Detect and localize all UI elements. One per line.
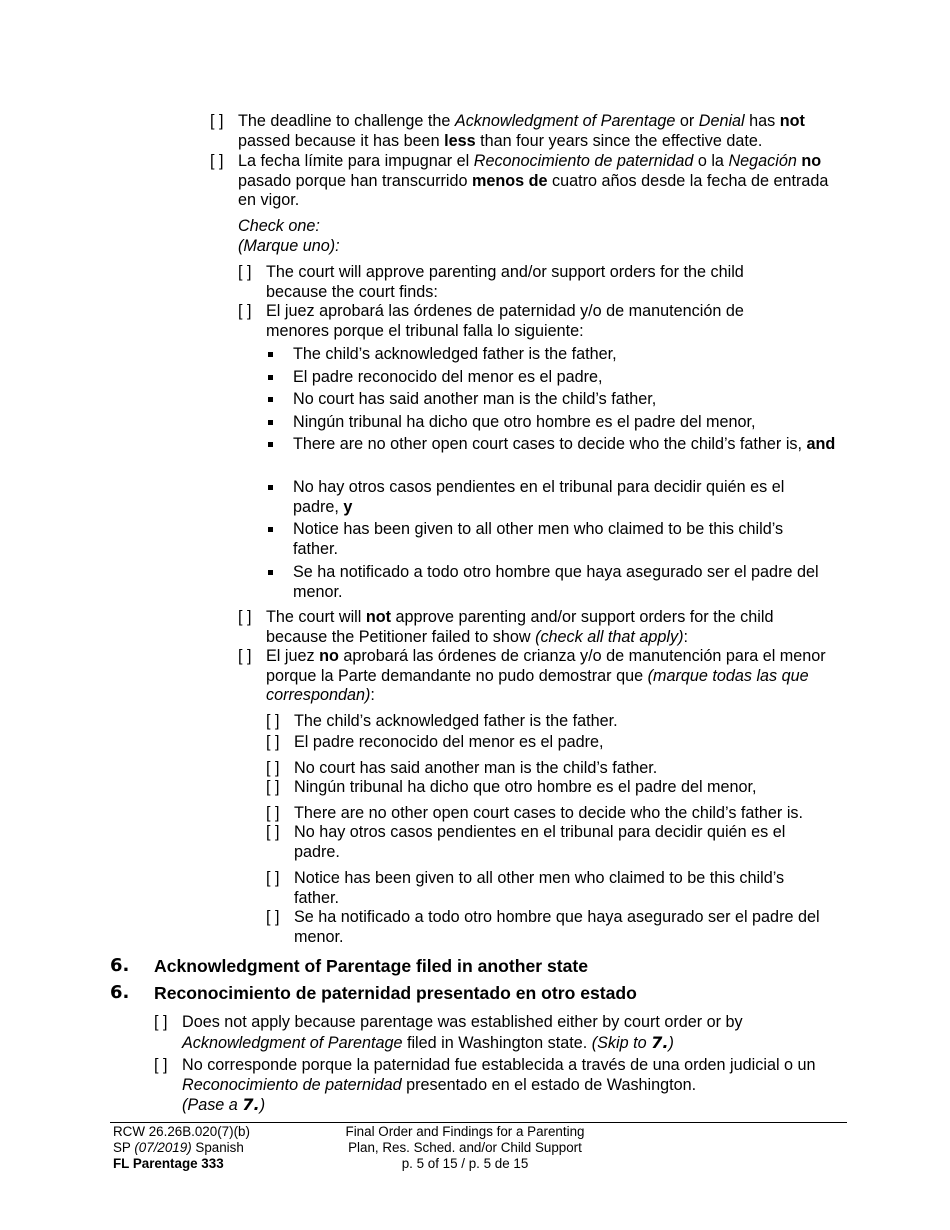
finding-text: Ningún tribunal ha dicho que otro hombre es el padre del menor, (293, 413, 756, 431)
checkbox[interactable]: [ ] (210, 112, 224, 130)
check-one-label: Check one: (238, 217, 320, 235)
finding-text: There are no other open court cases to decide who the child’s father is, and (293, 435, 836, 453)
does-not-apply-es (154, 1056, 816, 1116)
footer-rcw: RCW 26.26B.020(7)(b) (113, 1124, 250, 1139)
finding-bullet (267, 478, 827, 517)
checkbox[interactable]: [ ] (266, 712, 280, 730)
failed-item (266, 804, 836, 824)
check-one-label-es: (Marque uno): (238, 237, 340, 255)
footer-sp: SP (07/2019) Spanish (113, 1140, 244, 1155)
footer-title-2: Plan, Res. Sched. and/or Child Support (348, 1140, 582, 1155)
court-will-approve-en (238, 263, 798, 302)
section-6-heading-en (110, 955, 588, 977)
checkbox[interactable]: [ ] (238, 608, 252, 626)
finding-bullet (267, 520, 827, 559)
checkbox[interactable]: [ ] (266, 869, 280, 887)
failed-item (266, 869, 826, 908)
finding-text: El padre reconocido del menor es el padre, (293, 368, 603, 386)
checkbox[interactable]: [ ] (238, 302, 252, 320)
failed-item-text: Se ha notificado a todo otro hombre que haya asegurado ser el padre del menor. (294, 908, 820, 946)
finding-bullet (267, 368, 837, 388)
deadline-not-passed-en (210, 112, 850, 151)
failed-item (266, 759, 836, 779)
checkbox[interactable]: [ ] (266, 759, 280, 777)
failed-item-text: Notice has been given to all other men who claimed to be this child’s father. (294, 869, 785, 907)
deadline-not-passed-es (210, 152, 838, 211)
court-will-approve-es (238, 302, 798, 341)
court-will-not-approve-es (238, 647, 838, 706)
footer-left (113, 1124, 313, 1172)
approve-es-text: El juez aprobará las órdenes de paternidad y/o de manutención de menores porque el tribunal falla lo siguiente: (266, 302, 744, 340)
checkbox[interactable]: [ ] (266, 778, 280, 796)
footer-title-1: Final Order and Findings for a Parenting (345, 1124, 585, 1139)
checkbox[interactable]: [ ] (238, 647, 252, 665)
checkbox[interactable]: [ ] (154, 1056, 168, 1074)
checkbox[interactable]: [ ] (210, 152, 224, 170)
failed-item-text: The child’s acknowledged father is the father. (294, 712, 618, 730)
finding-bullet (267, 345, 837, 365)
not-approve-es-text: El juez no aprobará las órdenes de crianza y/o de manutención para el menor porque la Parte demandante no pudo demostrar que (marque todas las que correspondan): (266, 647, 826, 705)
failed-item-text: No hay otros casos pendientes en el tribunal para decidir quién es el padre. (294, 823, 786, 861)
finding-text: No court has said another man is the child’s father, (293, 390, 657, 408)
failed-item (266, 778, 836, 798)
finding-text: Notice has been given to all other men who claimed to be this child’s father. (293, 520, 784, 558)
failed-item-text: El padre reconocido del menor es el padre, (294, 733, 604, 751)
section-number: 6. (110, 982, 130, 1003)
failed-item-text: Ningún tribunal ha dicho que otro hombre es el padre del menor, (294, 778, 757, 796)
finding-text: Se ha notificado a todo otro hombre que haya asegurado ser el padre del menor. (293, 563, 819, 601)
finding-text: No hay otros casos pendientes en el tribunal para decidir quién es el padre, y (293, 478, 785, 516)
finding-text: The child’s acknowledged father is the father, (293, 345, 617, 363)
does-not-apply-en (154, 1013, 794, 1053)
footer-form-id: FL Parentage 333 (113, 1156, 224, 1171)
finding-bullet (267, 435, 837, 455)
approve-en-text: The court will approve parenting and/or support orders for the child because the court finds: (266, 263, 744, 301)
checkbox[interactable]: [ ] (154, 1013, 168, 1031)
finding-bullet (267, 390, 837, 410)
deadline-es-text: La fecha límite para impugnar el Reconocimiento de paternidad o la Negación no pasado porque han transcurrido menos de cuatro años desde la fecha de entrada en vigor. (238, 152, 829, 210)
footer-divider (110, 1122, 847, 1123)
section-title: Reconocimiento de paternidad presentado en otro estado (154, 983, 637, 1003)
failed-item (266, 733, 836, 753)
failed-item (266, 908, 826, 947)
section-6-heading-es (110, 982, 637, 1004)
checkbox[interactable]: [ ] (266, 823, 280, 841)
does-not-apply-es-text: No corresponde porque la paternidad fue establecida a través de una orden judicial o un Reconocimiento de paternidad presentado en el estado de Washington. (Pase a 7.) (182, 1056, 816, 1115)
section-number: 6. (110, 955, 130, 976)
failed-item-text: No court has said another man is the child’s father. (294, 759, 658, 777)
checkbox[interactable]: [ ] (266, 804, 280, 822)
failed-item (266, 823, 826, 862)
failed-item-text: There are no other open court cases to decide who the child’s father is. (294, 804, 804, 822)
finding-bullet (267, 563, 827, 602)
deadline-en-text: The deadline to challenge the Acknowledgment of Parentage or Denial has not passed because it has been less than four years since the effective date. (238, 112, 805, 150)
does-not-apply-en-text: Does not apply because parentage was established either by court order or by Acknowledgment of Parentage filed in Washington state. (Skip to 7.) (182, 1013, 743, 1052)
checkbox[interactable]: [ ] (266, 908, 280, 926)
section-title: Acknowledgment of Parentage filed in another state (154, 956, 589, 976)
court-will-not-approve-en (238, 608, 813, 647)
footer-page: p. 5 of 15 / p. 5 de 15 (401, 1156, 529, 1171)
footer-center (305, 1124, 625, 1172)
checkbox[interactable]: [ ] (238, 263, 252, 281)
finding-bullet (267, 413, 837, 433)
not-approve-en-text: The court will not approve parenting and/or support orders for the child because the Petitioner failed to show (check all that apply): (266, 608, 774, 646)
checkbox[interactable]: [ ] (266, 733, 280, 751)
failed-item (266, 712, 836, 732)
